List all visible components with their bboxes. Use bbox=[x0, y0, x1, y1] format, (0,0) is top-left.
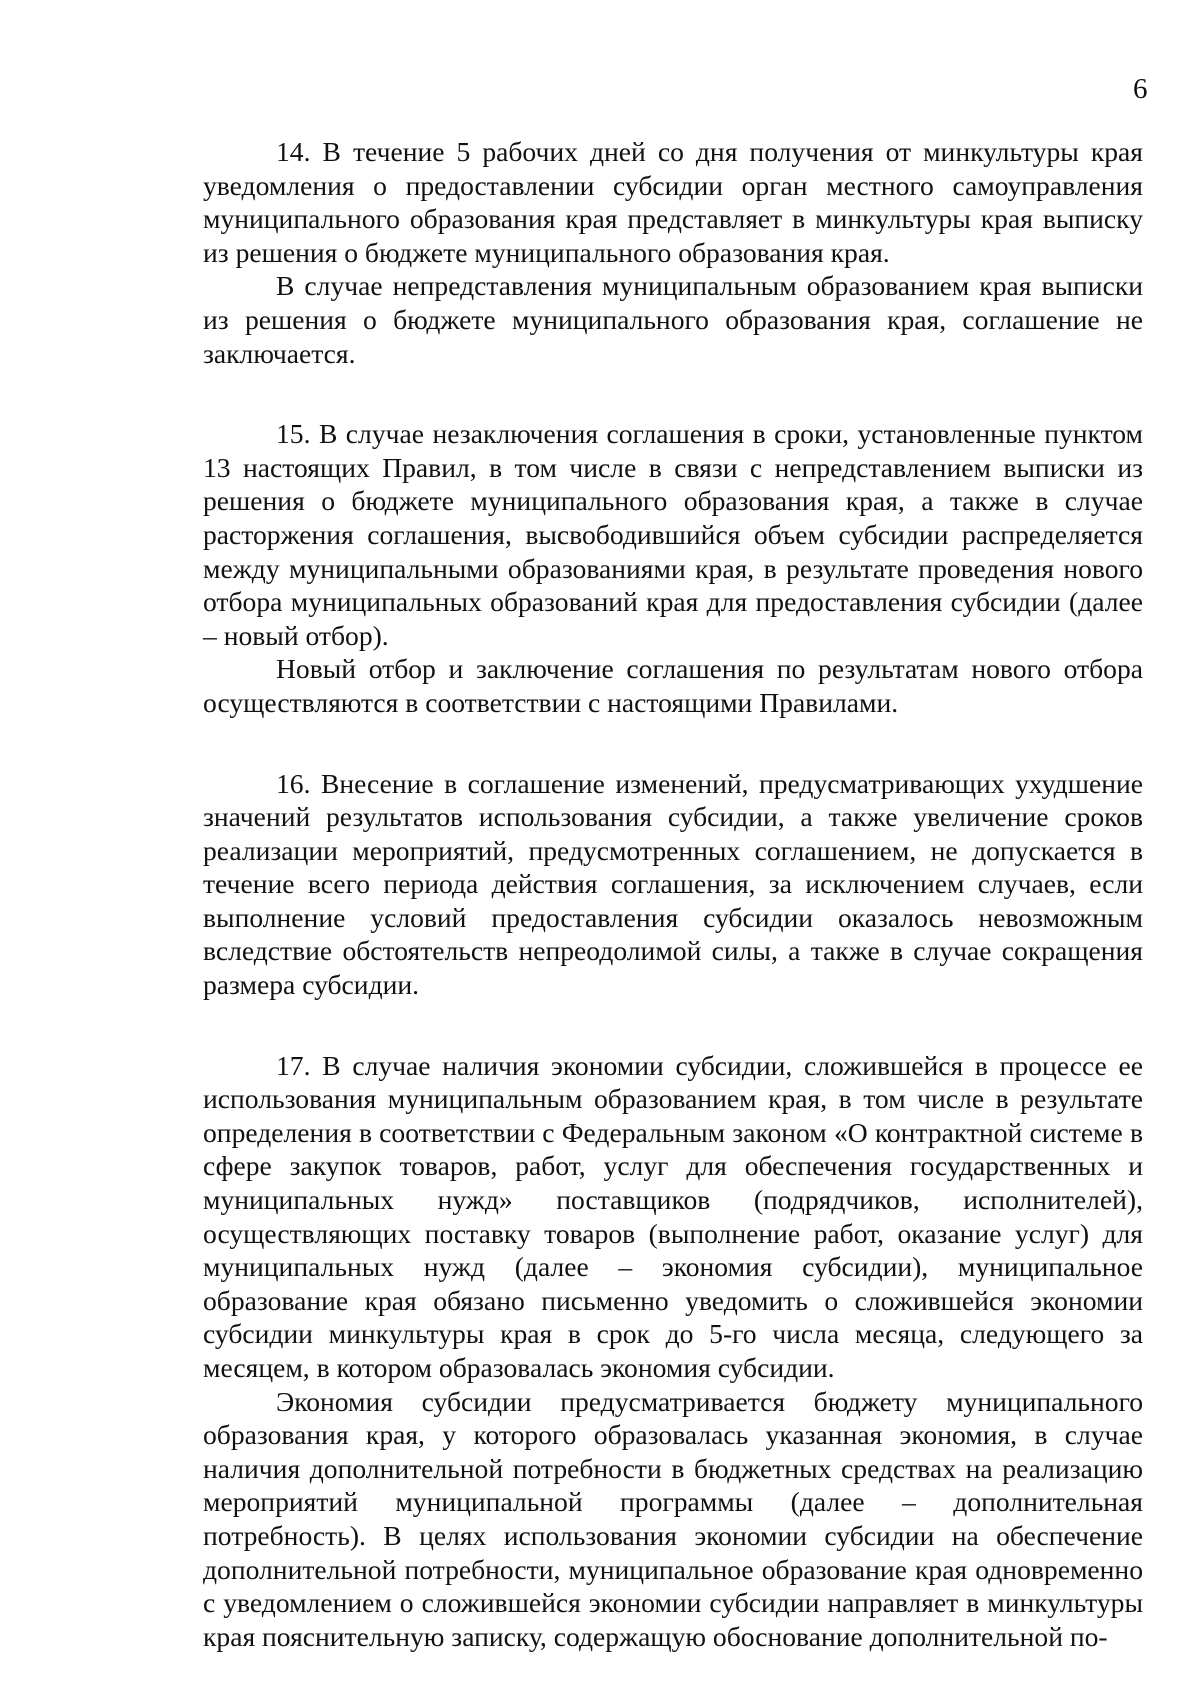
paragraph-14: 14. В течение 5 рабочих дней со дня получения от минкультуры края уведомления о предоставлении субсидии орган местного самоуправления муниципального образования края представляет в минкультуры края выписку из решения о бюджете муниципального образования края. bbox=[203, 136, 1143, 268]
page-number: 6 bbox=[1133, 73, 1148, 105]
paragraph-15: 15. В случае незаключения соглашения в сроки, установленные пунктом 13 настоящих Правил, в том числе в связи с непредставлением выписки из решения о бюджете муниципального образования края, а также в случае расторжения соглашения, высвободившийся объем субсидии распределяется между муниципальными образованиями края, в результате проведения нового отбора муниципальных образований края для предоставления субсидии (далее – новый отбор). bbox=[203, 418, 1143, 651]
paragraph-17: 17. В случае наличия экономии субсидии, сложившейся в процессе ее использования муниципальным образованием края, в том числе в результате определения в соответствии с Федеральным законом «О контрактной системе в сфере закупок товаров, работ, услуг для обеспечения государственных и муниципальных нужд» поставщиков (подрядчиков, исполнителей), осуществляющих поставку товаров (выполнение работ, оказание услуг) для муниципальных нужд (далее – экономия субсидии), муниципальное образование края обязано письменно уведомить о сложившейся экономии субсидии минкультуры края в срок до 5-го числа месяца, следующего за месяцем, в котором образовалась экономия субсидии. bbox=[203, 1049, 1143, 1383]
paragraph-15-continuation: Новый отбор и заключение соглашения по результатам нового отбора осуществляются в соответствии с настоящими Правилами. bbox=[203, 653, 1143, 718]
paragraph-17-continuation: Экономия субсидии предусматривается бюджету муниципального образования края, у которого образовалась указанная экономия, в случае наличия дополнительной потребности в бюджетных средствах на реализацию мероприятий муниципальной программы (далее – дополнительная потребность). В целях использования экономии субсидии на обеспечение дополнительной потребности, муниципальное образование края одновременно с уведомлением о сложившейся экономии субсидии направляет в минкультуры края пояснительную записку, содержащую обоснование дополнительной по- bbox=[203, 1385, 1143, 1652]
paragraph-14-continuation: В случае непредставления муниципальным образованием края выписки из решения о бюджете муниципального образования края, соглашение не заключается. bbox=[203, 270, 1143, 369]
paragraph-16: 16. Внесение в соглашение изменений, предусматривающих ухудшение значений результатов использования субсидии, а также увеличение сроков реализации мероприятий, предусмотренных соглашением, не допускается в течение всего периода действия соглашения, за исключением случаев, если выполнение условий предоставления субсидии оказалось невозможным вследствие обстоятельств непреодолимой силы, а также в случае сокращения размера субсидии. bbox=[203, 767, 1143, 1001]
document-body bbox=[203, 135, 1143, 1653]
